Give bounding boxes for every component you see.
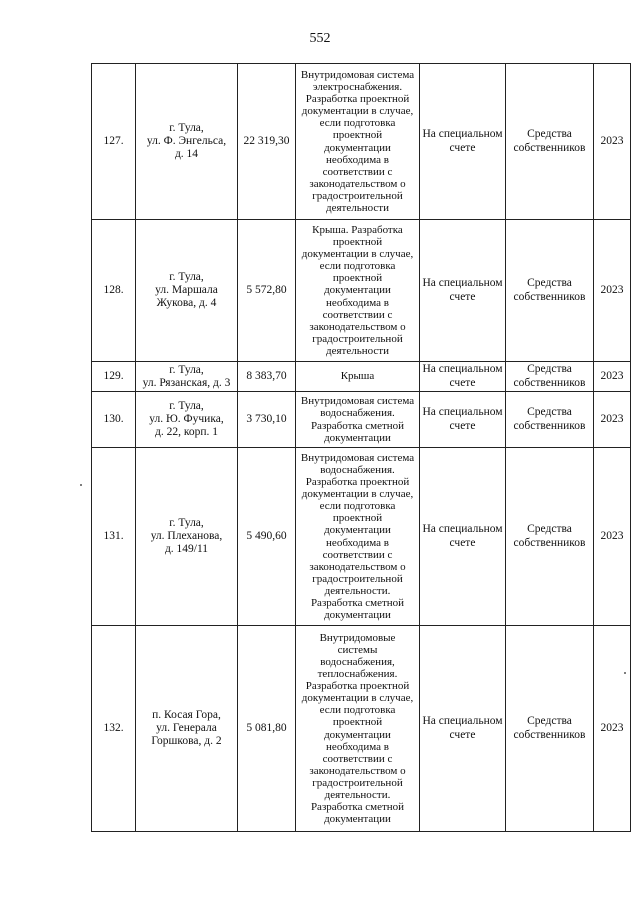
works-cell-line: законодательством о (309, 764, 406, 777)
account-cell-line: На специальном (422, 128, 503, 140)
works-cell-line: Внутридомовая система (300, 451, 415, 464)
funding-cell-line: Средства (527, 128, 572, 140)
address-cell-line: г. Тула, (169, 271, 204, 283)
works-cell-line: Внутридомовая система (300, 395, 415, 408)
address-cell-line: ул. Ю. Фучика, (149, 413, 224, 425)
account-cell (420, 64, 506, 220)
works-cell-line: документации (324, 141, 391, 154)
funding-cell-line: Средства (527, 277, 572, 289)
works-cell-line: проектной (332, 716, 383, 729)
works-cell-line: соответствии с (322, 165, 393, 178)
address-cell-line: г. Тула, (169, 122, 204, 134)
works-cell-line: Разработка проектной (305, 476, 410, 489)
amount-cell: 5 081,80 (238, 626, 296, 832)
address-cell-line: ул. Ф. Энгельса, (146, 135, 227, 147)
address-cell-line: п. Косая Гора, (152, 709, 221, 721)
account-cell (420, 220, 506, 362)
funding-cell-line: собственников (513, 376, 586, 389)
funding-cell (506, 220, 594, 362)
works-cell-line: деятельности. (324, 584, 391, 597)
works-cell-line: необходима в (326, 536, 389, 549)
works-cell-line: Крыша. Разработка (312, 223, 403, 236)
table-row (92, 448, 631, 626)
address-cell-line: д. 22, корп. 1 (154, 426, 218, 438)
works-cell-line: необходима в (326, 740, 389, 753)
works-cell (296, 392, 420, 448)
capital-repair-table (91, 63, 631, 832)
funding-cell-line: Средства (527, 406, 572, 418)
works-cell-line: документации (324, 728, 391, 741)
works-cell-line: законодательством о (309, 320, 406, 333)
works-cell-line: документации (324, 609, 391, 622)
table-row (92, 362, 631, 392)
row-number-cell: 130. (92, 392, 136, 448)
works-cell-line: электроснабжения. (312, 81, 403, 94)
works-cell-line: документации в случае, (301, 692, 414, 705)
row-number-cell: 127. (92, 64, 136, 220)
funding-cell (506, 392, 594, 448)
works-cell-line: Внутридомовая система (300, 68, 415, 81)
works-cell-line: законодательством о (309, 177, 406, 190)
address-cell-line: ул. Генерала (156, 722, 217, 734)
year-cell: 2023 (594, 448, 631, 626)
address-cell-line: Горшкова, д. 2 (151, 735, 222, 747)
amount-cell: 3 730,10 (238, 392, 296, 448)
account-cell-line: На специальном (422, 406, 503, 418)
works-cell-line: Внутридомовые (319, 631, 396, 644)
row-number-cell: 129. (92, 362, 136, 392)
funding-cell-line: Средства (527, 523, 572, 535)
address-cell-line: ул. Рязанская, д. 3 (142, 376, 231, 389)
address-cell-line: ул. Плеханова, (150, 530, 223, 542)
works-cell-line: деятельности (326, 344, 389, 357)
address-cell-line: ул. Маршала (155, 284, 218, 296)
scan-speck (80, 484, 82, 486)
works-cell-line: водоснабжения. (320, 463, 395, 476)
account-cell-line: На специальном (422, 277, 503, 289)
account-cell (420, 362, 506, 392)
account-cell-line: счете (449, 419, 476, 432)
address-cell (136, 448, 238, 626)
row-number-cell: 131. (92, 448, 136, 626)
table-row (92, 220, 631, 362)
works-cell-line: Разработка сметной (310, 419, 405, 432)
works-cell-line: документации (324, 431, 391, 444)
works-cell-line: необходима в (326, 296, 389, 309)
works-cell-line: Разработка проектной (305, 680, 410, 693)
address-cell-line: д. 149/11 (164, 543, 209, 555)
works-cell-line: документации (324, 284, 391, 297)
funding-cell (506, 448, 594, 626)
works-cell-line: если подготовка (319, 704, 396, 717)
works-cell-line: Разработка сметной (310, 801, 405, 814)
year-cell: 2023 (594, 64, 631, 220)
account-cell-line: счете (449, 290, 476, 303)
address-cell (136, 64, 238, 220)
funding-cell (506, 362, 594, 392)
works-cell (296, 626, 420, 832)
account-cell (420, 448, 506, 626)
works-cell-line: градостроительной (312, 332, 403, 345)
funding-cell-line: собственников (513, 728, 586, 741)
funding-cell-line: собственников (513, 419, 586, 432)
works-cell-line: соответствии с (322, 752, 393, 765)
works-cell-line: Разработка сметной (310, 596, 405, 609)
year-cell: 2023 (594, 220, 631, 362)
works-cell-line: градостроительной (312, 776, 403, 789)
works-cell-line: водоснабжения. (320, 407, 395, 420)
works-cell-line: градостроительной (312, 572, 403, 585)
page-number: 552 (309, 31, 331, 46)
table-row (92, 64, 631, 220)
funding-cell-line: собственников (513, 141, 586, 154)
works-cell-line: деятельности (326, 201, 389, 214)
works-cell-line: проектной (332, 512, 383, 525)
year-cell: 2023 (594, 626, 631, 832)
account-cell-line: счете (449, 728, 476, 741)
address-cell (136, 220, 238, 362)
address-cell-line: д. 14 (174, 148, 199, 160)
works-cell-line: если подготовка (319, 260, 396, 273)
works-cell-line: системы (337, 643, 378, 656)
works-cell-line: проектной (332, 236, 383, 249)
amount-cell: 22 319,30 (238, 64, 296, 220)
works-cell-line: документации в случае, (301, 488, 414, 501)
account-cell-line: счете (449, 376, 476, 389)
scan-speck (624, 672, 626, 674)
works-cell-line: соответствии с (322, 308, 393, 321)
works-cell-line: градостроительной (312, 189, 403, 202)
address-cell-line: г. Тула, (169, 400, 204, 412)
table-row (92, 626, 631, 832)
address-cell-line: г. Тула, (169, 517, 204, 529)
works-cell (296, 448, 420, 626)
row-number-cell: 132. (92, 626, 136, 832)
year-cell: 2023 (594, 362, 631, 392)
works-cell-line: если подготовка (319, 500, 396, 513)
works-cell-line: деятельности. (324, 788, 391, 801)
works-cell (296, 220, 420, 362)
funding-cell-line: Средства (527, 363, 572, 375)
year-cell: 2023 (594, 392, 631, 448)
works-cell-line: Разработка проектной (305, 93, 410, 106)
funding-cell-line: собственников (513, 536, 586, 549)
address-cell-line: Жукова, д. 4 (156, 297, 217, 309)
address-cell (136, 392, 238, 448)
works-cell-line: документации в случае, (301, 105, 414, 118)
works-cell (296, 362, 420, 392)
works-cell (296, 64, 420, 220)
works-cell-line: документации (324, 524, 391, 537)
funding-cell (506, 64, 594, 220)
account-cell (420, 626, 506, 832)
table-row (92, 392, 631, 448)
account-cell-line: счете (449, 536, 476, 549)
works-cell-line: если подготовка (319, 117, 396, 130)
amount-cell: 5 572,80 (238, 220, 296, 362)
works-cell-line: теплоснабжения. (317, 668, 398, 681)
works-cell-line: необходима в (326, 153, 389, 166)
account-cell (420, 392, 506, 448)
funding-cell (506, 626, 594, 832)
account-cell-line: На специальном (422, 363, 503, 375)
row-number-cell: 128. (92, 220, 136, 362)
funding-cell-line: Средства (527, 715, 572, 727)
works-cell-line: водоснабжения, (320, 655, 395, 668)
address-cell (136, 362, 238, 392)
works-cell-line: соответствии с (322, 548, 393, 561)
address-cell-line: г. Тула, (169, 363, 204, 376)
works-cell-line: документации (324, 813, 391, 826)
address-cell (136, 626, 238, 832)
works-cell-line: Крыша (340, 370, 375, 383)
works-cell-line: законодательством о (309, 560, 406, 573)
account-cell-line: счете (449, 141, 476, 154)
works-cell-line: документации в случае, (301, 248, 414, 261)
works-cell-line: проектной (332, 129, 383, 142)
works-cell-line: проектной (332, 272, 383, 285)
funding-cell-line: собственников (513, 290, 586, 303)
account-cell-line: На специальном (422, 523, 503, 535)
account-cell-line: На специальном (422, 715, 503, 727)
amount-cell: 5 490,60 (238, 448, 296, 626)
amount-cell: 8 383,70 (238, 362, 296, 392)
